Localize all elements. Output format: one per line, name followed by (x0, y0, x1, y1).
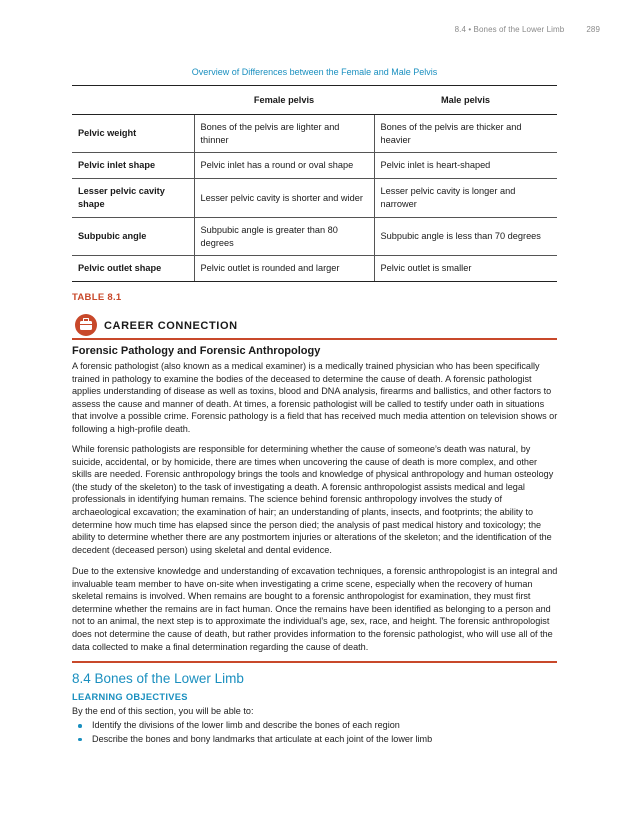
paragraph-text: While forensic pathologists are responsible for determining whether the cause of someone’s death was natural, by suicide, accidental, or by homicide, there are times when uncovering the cause of death is more complex, and other skills are needed. Forensic anthropology brings the tools and knowledge of physical anthropology and human osteology (the study of the skeleton) to the task of investigating a death. A forensic anthropologist assists medical and legal professionals in identifying human remains. The science behind forensic anthropology involves the study of archaeological excavation; the examination of hair; an understanding of plants, insects, and footprints; the ability to determine how much time has elapsed since the person died; the analysis of past medical history and toxicology; the ability to determine whether there are any postmortem injuries or alterations of the skeleton; and the identification of the decedent (deceased person) using skeletal and dental evidence. (72, 444, 554, 555)
section-divider (72, 661, 557, 663)
paragraph (72, 443, 559, 556)
list-item (72, 719, 432, 733)
table-row (72, 115, 557, 153)
page-number: 289 (586, 25, 600, 34)
male-cell: Pelvic outlet is smaller (374, 256, 557, 282)
learning-objectives-list (72, 719, 432, 746)
briefcase-icon (75, 314, 97, 336)
table-row (72, 256, 557, 282)
row-header: Pelvic inlet shape (72, 153, 194, 179)
female-cell: Pelvic inlet has a round or oval shape (194, 153, 374, 179)
feature-title: Forensic Pathology and Forensic Anthropology (72, 345, 321, 357)
male-cell: Pelvic inlet is heart-shaped (374, 153, 557, 179)
male-cell: Lesser pelvic cavity is longer and narrower (374, 179, 557, 218)
paragraph (72, 565, 559, 653)
female-cell: Lesser pelvic cavity is shorter and wider (194, 179, 374, 218)
table-row (72, 179, 557, 218)
table-header-row (72, 86, 557, 115)
table-caption: Overview of Differences between the Female and Male Pelvis (191, 67, 438, 77)
male-cell: Subpubic angle is less than 70 degrees (374, 218, 557, 256)
learning-objectives-intro: By the end of this section, you will be able to: (72, 706, 254, 716)
list-item-text: Identify the divisions of the lower limb and describe the bones of each region (92, 720, 400, 730)
bullet-icon (78, 724, 82, 728)
row-header: Pelvic weight (72, 115, 194, 153)
paragraph-text: A forensic pathologist (also known as a medical examiner) is a medically trained physician who has been specifically trained in pathology to examine the bodies of the deceased to determine the cause of death. A forensic pathologist applies understanding of disease as well as toxins, blood and DNA analysis, firearms and ballistics, and other factors to assess the cause and manner of death. At times, a forensic pathologist will be called to testify under oath in situations that involve a possible crime. Forensic pathology is a field that has received much media attention on television shows or following a high-profile death. (72, 361, 558, 434)
running-head-title: 8.4 • Bones of the Lower Limb (454, 25, 565, 34)
section-title: 8.4 Bones of the Lower Limb (72, 671, 244, 686)
female-cell: Bones of the pelvis are lighter and thinner (194, 115, 374, 153)
female-cell: Pelvic outlet is rounded and larger (194, 256, 374, 282)
table-row (72, 218, 557, 256)
male-cell: Bones of the pelvis are thicker and heavier (374, 115, 557, 153)
table-header-male: Male pelvis (374, 86, 557, 115)
pelvis-comparison-table (72, 85, 557, 282)
row-header: Subpubic angle (72, 218, 194, 256)
list-item (72, 733, 432, 747)
table-header-female: Female pelvis (194, 86, 374, 115)
career-connection-header (72, 314, 557, 340)
table-header-empty (72, 86, 194, 115)
paragraph (72, 360, 559, 436)
table-label: TABLE 8.1 (72, 292, 122, 303)
female-cell: Subpubic angle is greater than 80 degrees (194, 218, 374, 256)
learning-objectives-heading: LEARNING OBJECTIVES (72, 692, 188, 702)
table-row (72, 153, 557, 179)
career-connection-heading: CAREER CONNECTION (104, 320, 238, 332)
list-item-text: Describe the bones and bony landmarks that articulate at each joint of the lower limb (92, 733, 433, 744)
row-header: Lesser pelvic cavity shape (72, 179, 194, 218)
row-header: Pelvic outlet shape (72, 256, 194, 282)
running-head (455, 25, 600, 34)
paragraph-text: Due to the extensive knowledge and understanding of excavation techniques, a forensic anthropologist is an integral and invaluable team member to have on-site when investigating a crime scene, especially when the recovery of human skeletal remains is involved. When remains are bought to a forensic anthropologist for examination, they must first determine whether the remains are in fact human. Once the remains have been identified as belonging to a person and not to an animal, the next step is to approximate the individual’s age, sex, race, and height. The forensic anthropologist does not determine the cause of death, but rather provides information to the forensic pathologist, who will use all of the data collected to make a final determination regarding the cause of death. (72, 566, 558, 652)
bullet-icon (78, 738, 82, 742)
